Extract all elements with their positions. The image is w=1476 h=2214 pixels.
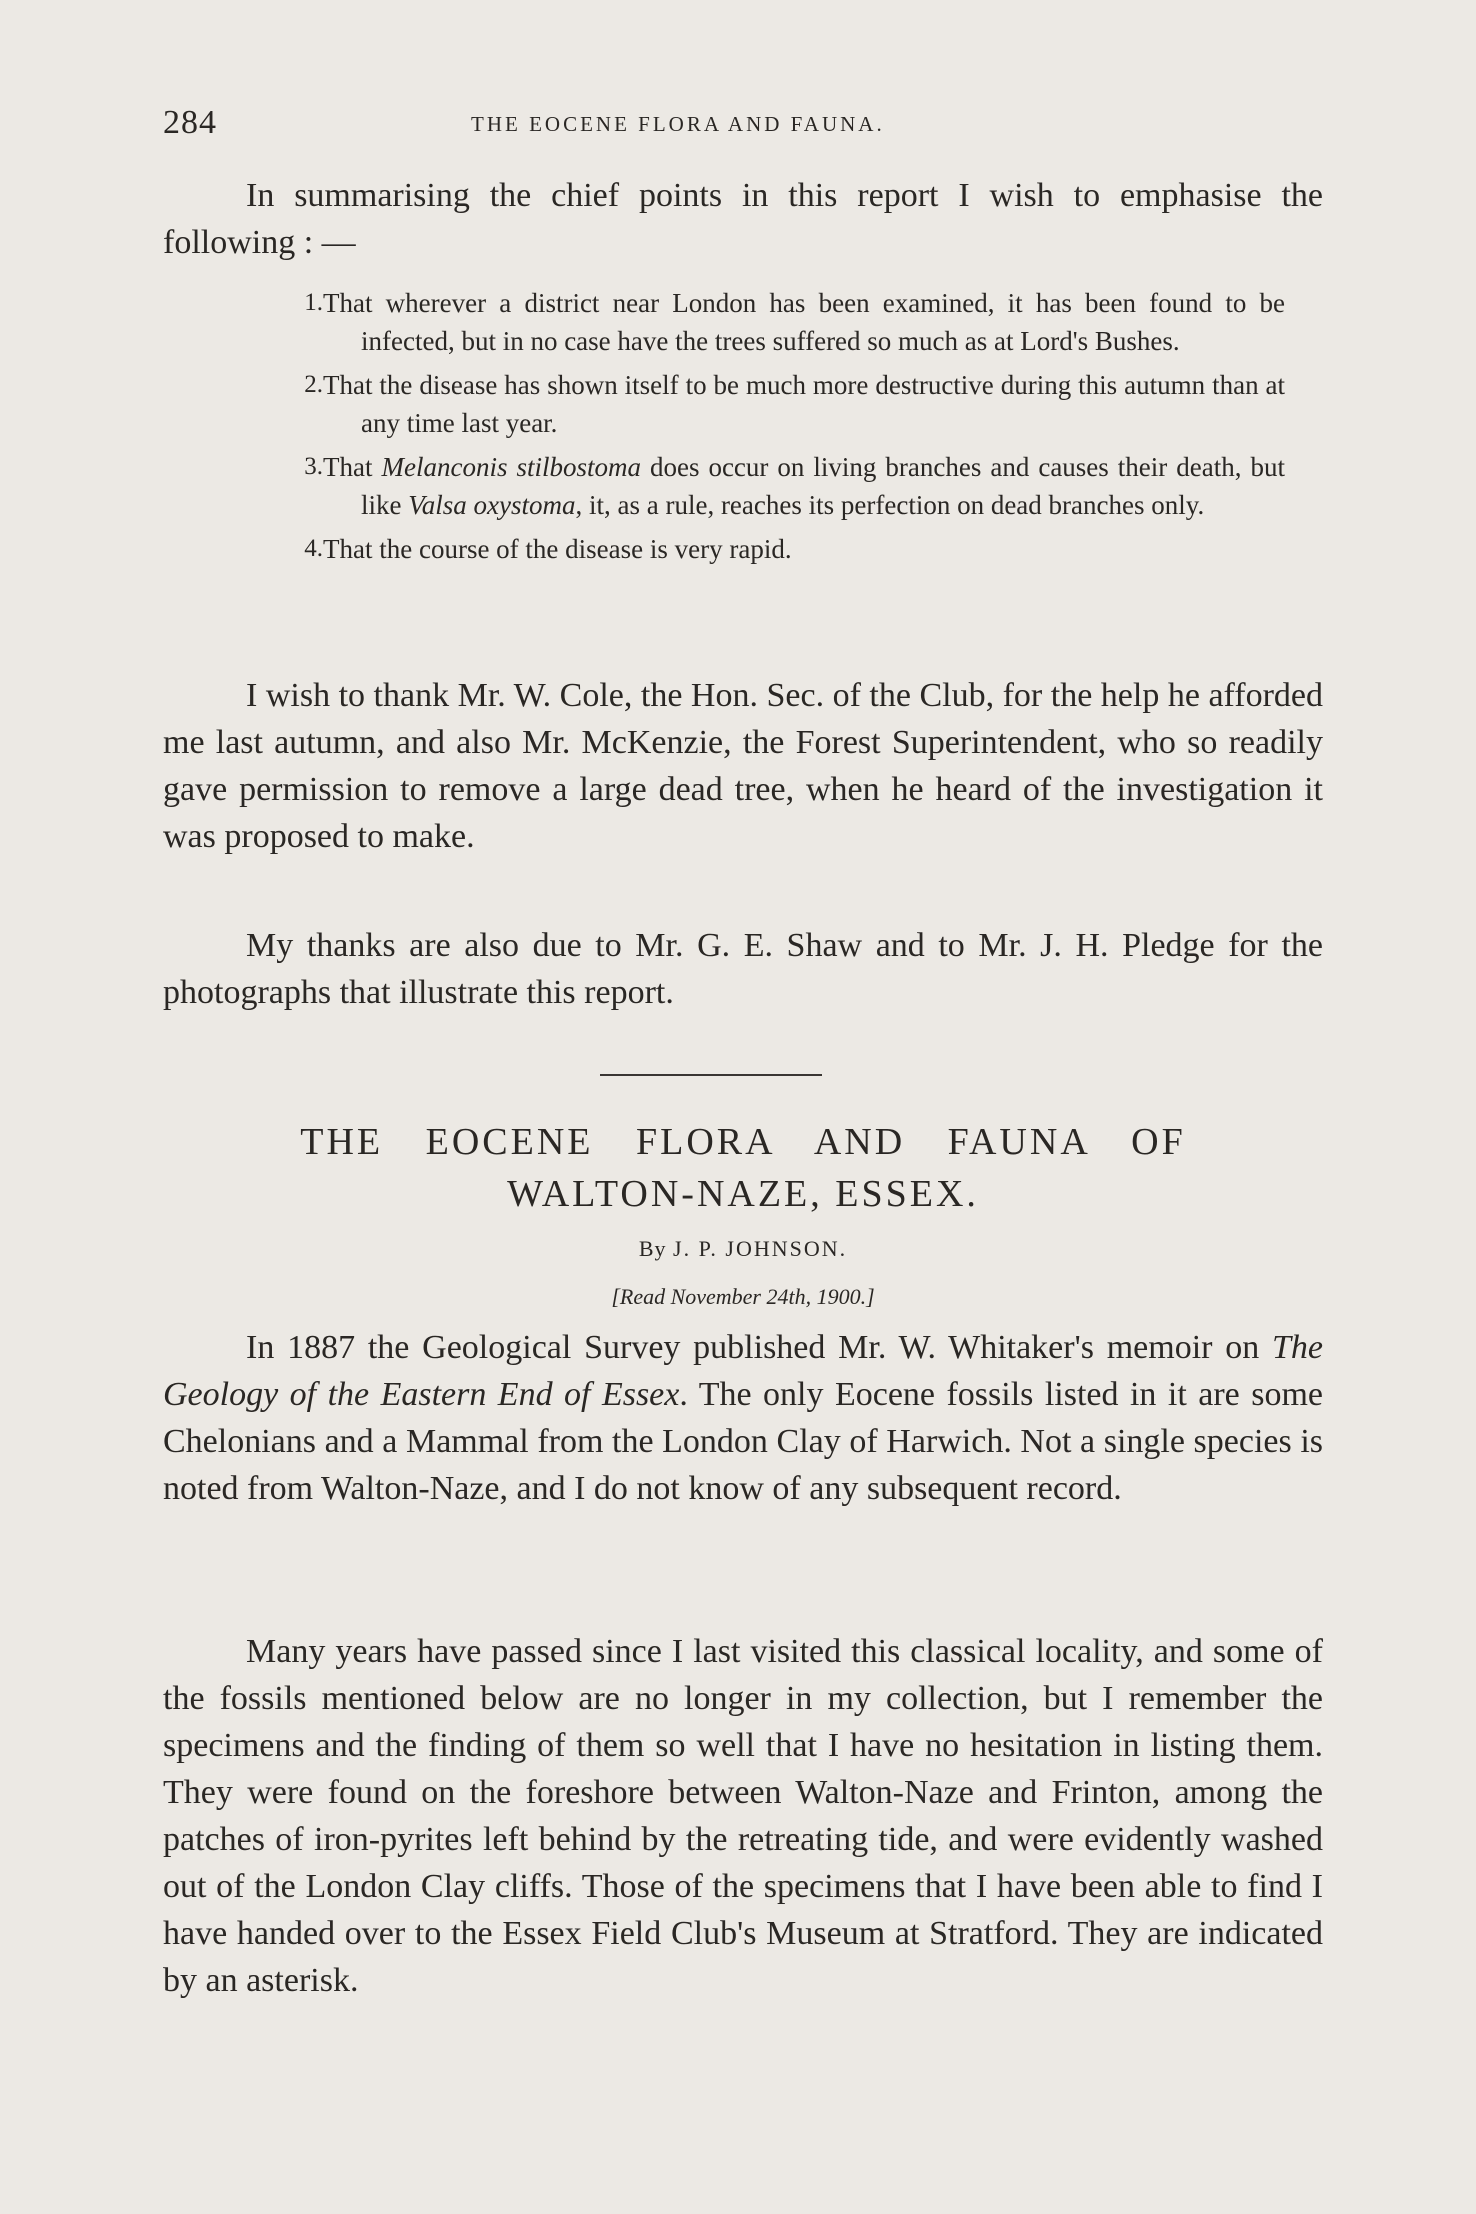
list-item-text [323, 448, 1285, 524]
paragraph-text: Many years have passed since I last visited this classical locality, and some of the fossils mentioned below are no longer in my collection, but I remember the specimens and the finding of them so well that I have no hesitation in listing them. They were found on the foreshore between Walton-Naze and Frinton, among the patches of iron-pyrites left behind by the retreating tide, and were evidently washed out of the London Clay cliffs. Those of the specimens that I have been able to find I have handed over to the Essex Field Club's Museum at Stratford. They are indicated by an asterisk. [163, 1633, 1323, 1999]
article-paragraph-1 [163, 1324, 1323, 1512]
byline [163, 1236, 1323, 1262]
running-title: THE EOCENE FLORA AND FAUNA. [471, 112, 885, 136]
list-item-number: 4. [304, 535, 323, 562]
paragraph-text-part: In 1887 the Geological Survey published Mr. W. Whitaker's memoir on [246, 1329, 1272, 1366]
list-item-number: 1. [304, 289, 323, 316]
list-item-text: That the disease has shown itself to be much more destructive during this autumn than at any time last year. [323, 370, 1285, 438]
list-item [163, 284, 1323, 360]
article-paragraph-2 [163, 1628, 1323, 2004]
list-item [163, 448, 1323, 524]
summary-intro [163, 172, 1323, 266]
article-title-line-1: THE EOCENE FLORA AND FAUNA OF [300, 1121, 1186, 1163]
list-item-text-part: does occur on living branches and causes their death, but like [361, 452, 1285, 520]
thanks-paragraph-1 [163, 672, 1323, 860]
byline-prefix: By [638, 1236, 667, 1261]
points-list [163, 284, 1323, 574]
list-item [163, 530, 1323, 568]
author-name: J. P. JOHNSON. [673, 1236, 848, 1261]
running-head [163, 104, 1323, 144]
paragraph-text: My thanks are also due to Mr. G. E. Shaw and to Mr. J. H. Pledge for the photographs that illustrate this report. [163, 927, 1323, 1011]
summary-intro-text: In summarising the chief points in this report I wish to emphasise the following : — [163, 177, 1323, 261]
article-title-line-2: WALTON-NAZE, ESSEX. [507, 1173, 979, 1215]
list-item-text: That wherever a district near London has been examined, it has been found to be infected, but in no case have the trees suffered so much as at Lord's Bushes. [323, 288, 1285, 356]
section-divider [600, 1074, 822, 1076]
list-item-number: 3. [304, 453, 323, 480]
list-item [163, 366, 1323, 442]
list-item-text: That the course of the disease is very rapid. [323, 534, 792, 564]
thanks-paragraph-2 [163, 922, 1323, 1016]
paragraph-text: I wish to thank Mr. W. Cole, the Hon. Sec. of the Club, for the help he afforded me last autumn, and also Mr. McKenzie, the Forest Superintendent, who so readily gave permission to remove a large dead tree, when he heard of the investigation it was proposed to make. [163, 677, 1323, 855]
species-name: Valsa oxystoma [408, 490, 576, 520]
paragraph-text-part: . The only Eocene fossils listed in it are some Chelonians and a Mammal from the London Clay of Harwich. Not a single species is noted from Walton-Naze, and I do not know of any subsequent record. [163, 1376, 1323, 1507]
read-date: [Read November 24th, 1900.] [611, 1284, 875, 1309]
list-item-text-part: , it, as a rule, reaches its perfection on dead branches only. [575, 490, 1205, 520]
cited-work-title: The Geology of the Eastern End of Essex [163, 1329, 1323, 1413]
list-item-text-part: That [323, 452, 382, 482]
paragraph-text [163, 1324, 1323, 1512]
species-name: Melanconis stilbostoma [381, 452, 641, 482]
list-item-number: 2. [304, 371, 323, 398]
page-number: 284 [163, 104, 217, 141]
